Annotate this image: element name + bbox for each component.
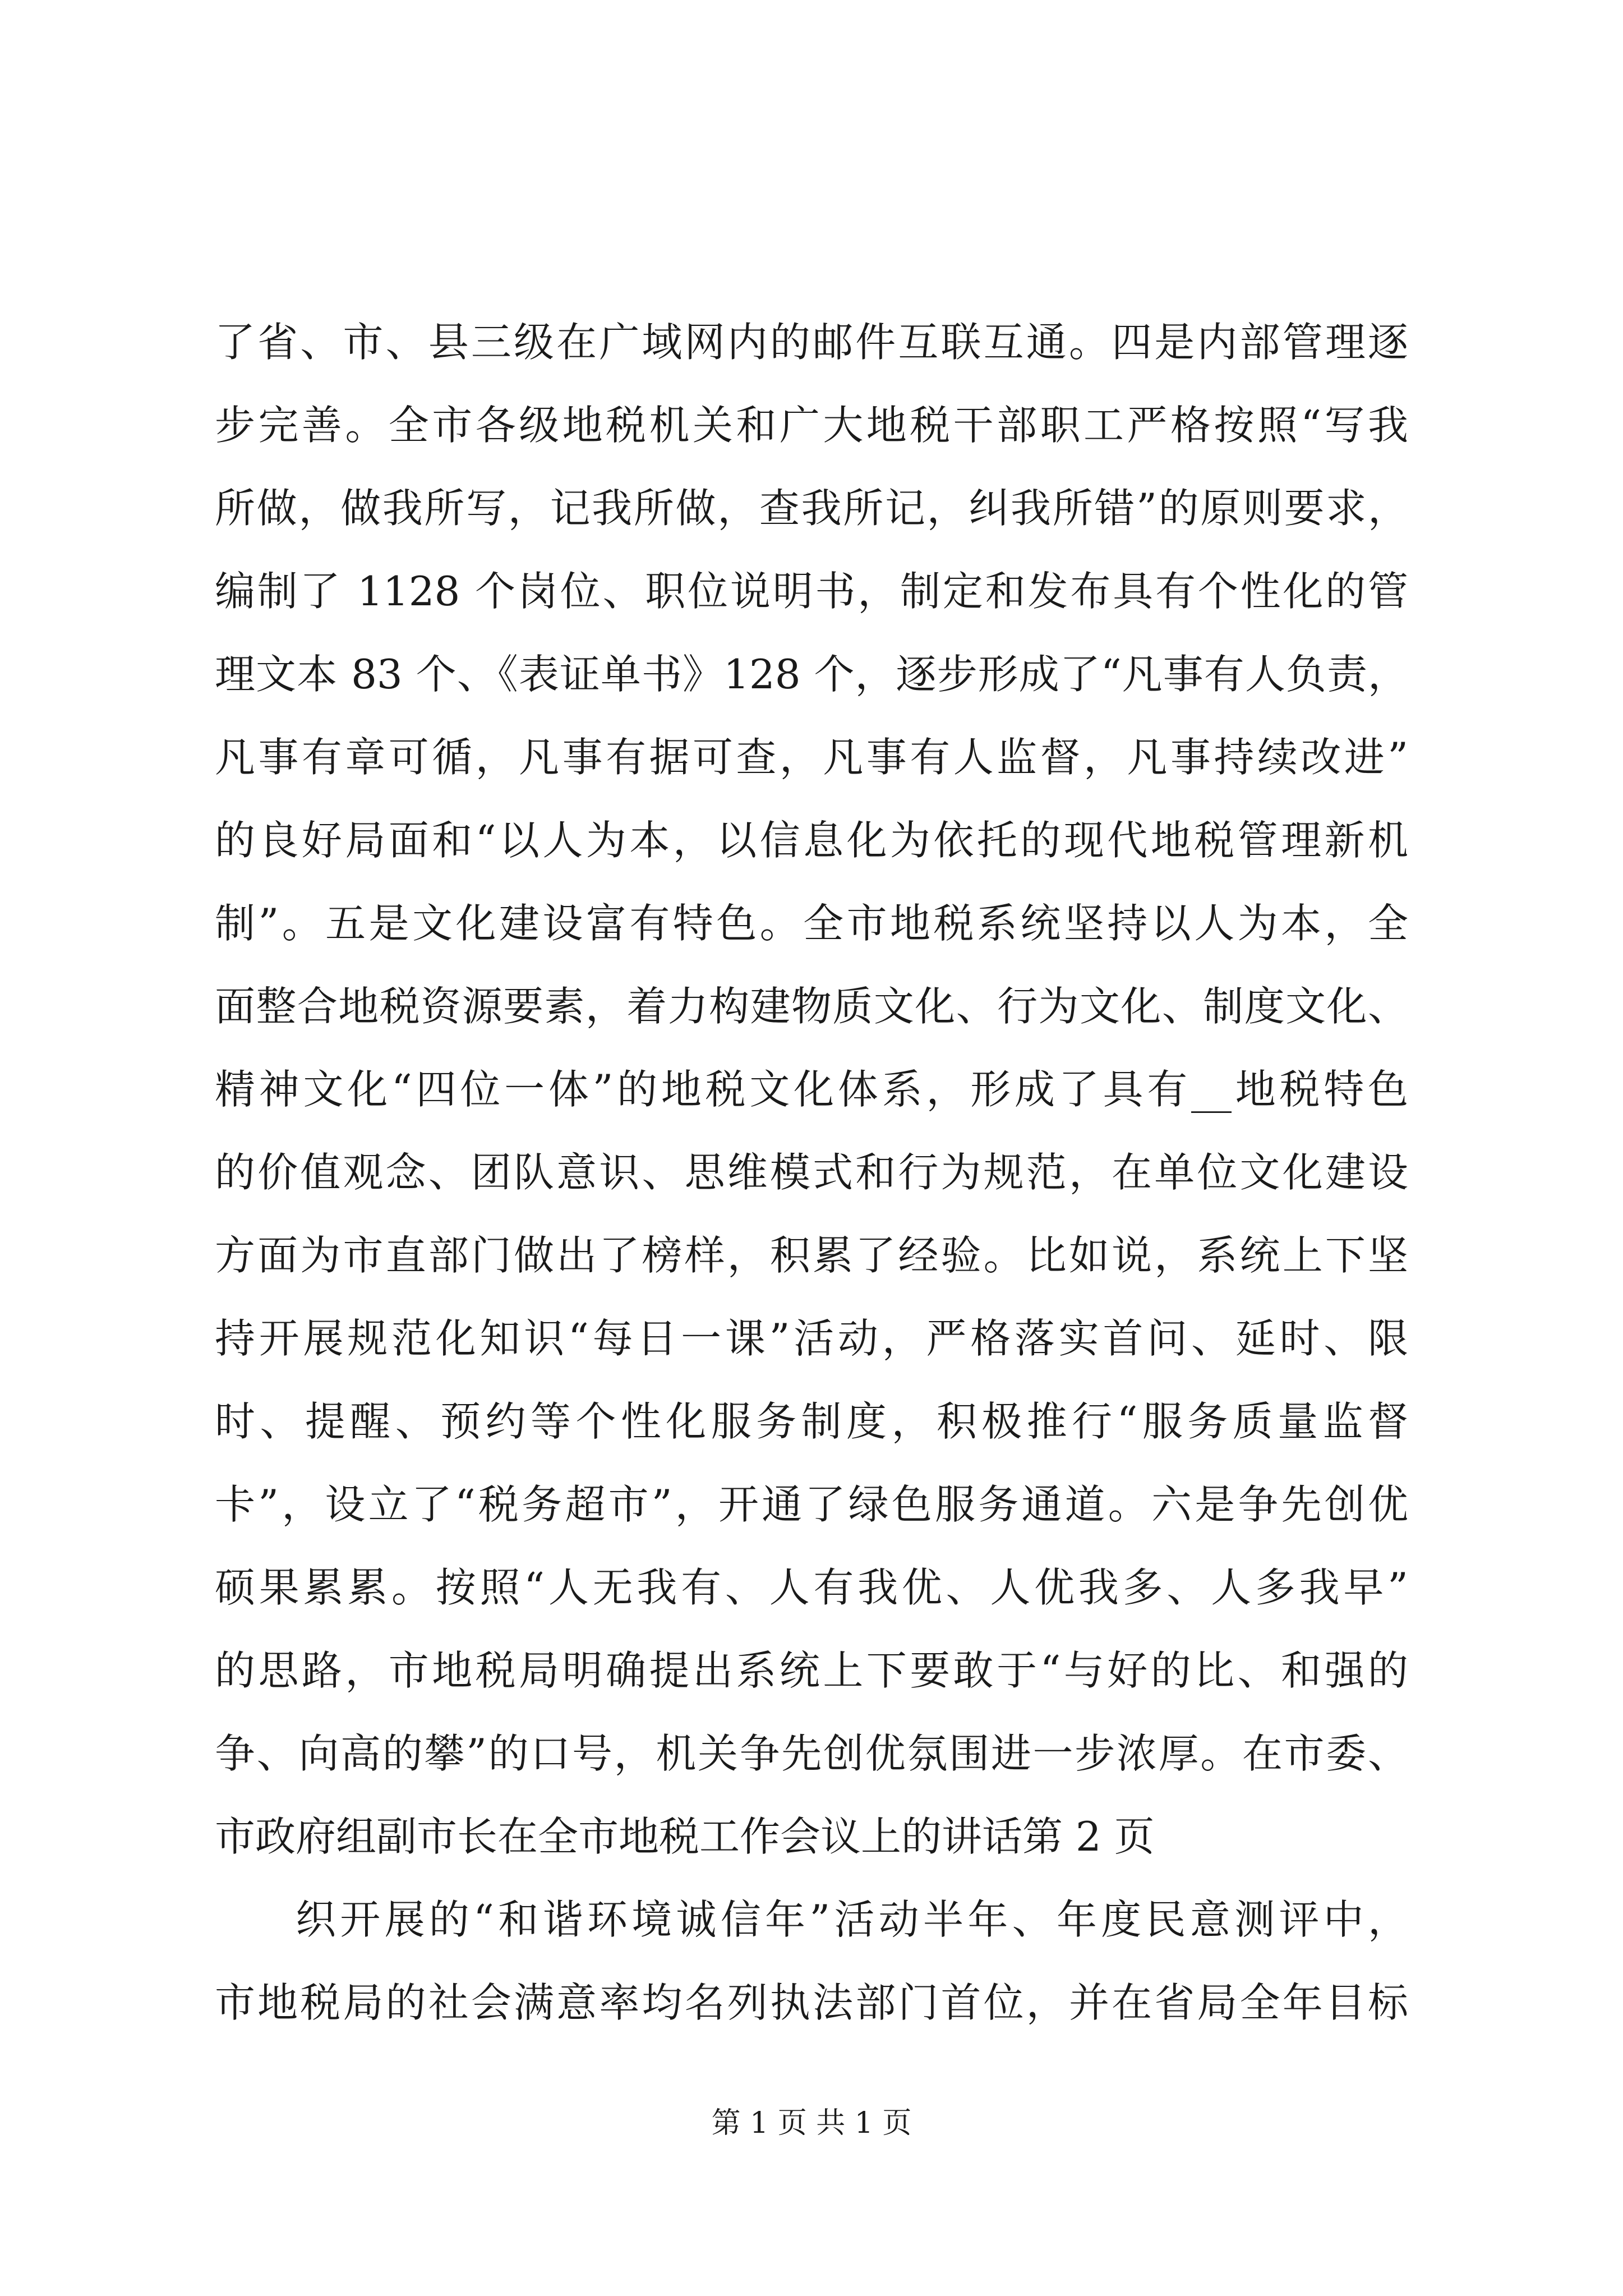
page-number-label: 第 1 页 共 1 页 (711, 2106, 912, 2140)
text-line: 时、提醒、预约等个性化服务制度，积极推行“服务质量监督 (215, 1398, 1408, 1445)
page-footer (0, 2101, 1623, 2146)
text-line: 争、向高的攀”的口号，机关争先创优氛围进一步浓厚。在市委、 (215, 1730, 1408, 1777)
text-line: 硕果累累。按照“人无我有、人有我优、人优我多、人多我早” (215, 1564, 1408, 1611)
text-line: 凡事有章可循，凡事有据可查，凡事有人监督，凡事持续改进” (215, 734, 1408, 781)
paragraph-2-first-line: 织开展的“和谐环境诚信年”活动半年、年度民意测评中， (296, 1896, 1408, 1943)
text-line: 步完善。全市各级地税机关和广大地税干部职工严格按照“写我 (215, 402, 1408, 449)
text-line: 制”。五是文化建设富有特色。全市地税系统坚持以人为本，全 (215, 900, 1408, 947)
text-line: 的良好局面和“以人为本，以信息化为依托的现代地税管理新机 (215, 817, 1408, 864)
text-line: 市地税局的社会满意率均名列执法部门首位，并在省局全年目标 (215, 1979, 1408, 2026)
text-line: 所做，做我所写，记我所做，查我所记，纠我所错”的原则要求， (215, 485, 1408, 532)
text-line: 精神文化“四位一体”的地税文化体系，形成了具有__地税特色 (215, 1066, 1408, 1113)
text-line: 的思路，市地税局明确提出系统上下要敢于“与好的比、和强的 (215, 1647, 1408, 1694)
text-line: 持开展规范化知识“每日一课”活动，严格落实首问、延时、限 (215, 1315, 1408, 1362)
text-line: 方面为市直部门做出了榜样，积累了经验。比如说，系统上下坚 (215, 1232, 1408, 1279)
document-body (215, 301, 1408, 2044)
text-line: 面整合地税资源要素，着力构建物质文化、行为文化、制度文化、 (215, 983, 1408, 1030)
text-line: 了省、市、县三级在广域网内的邮件互联互通。四是内部管理逐 (215, 319, 1408, 366)
text-line: 编制了 1128 个岗位、职位说明书，制定和发布具有个性化的管 (215, 568, 1408, 615)
text-line: 的价值观念、团队意识、思维模式和行为规范，在单位文化建设 (215, 1149, 1408, 1196)
text-line: 卡”，设立了“税务超市”，开通了绿色服务通道。六是争先创优 (215, 1481, 1408, 1528)
text-line: 市政府组副市长在全市地税工作会议上的讲话第 2 页 (215, 1813, 1155, 1860)
text-line: 理文本 83 个、《表证单书》128 个，逐步形成了“凡事有人负责， (215, 651, 1408, 698)
